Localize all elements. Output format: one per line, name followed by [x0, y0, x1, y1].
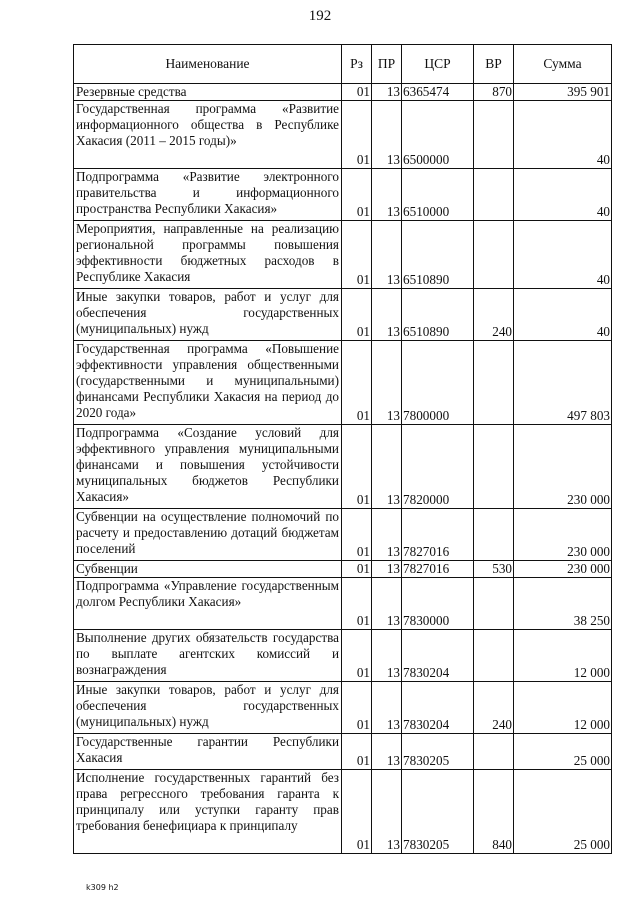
row-pr: 13 [372, 630, 402, 682]
row-pr: 13 [372, 221, 402, 289]
row-sum: 40 [514, 289, 612, 341]
row-vr [474, 630, 514, 682]
row-sum: 38 250 [514, 578, 612, 630]
row-sum: 230 000 [514, 509, 612, 561]
row-name: Выполнение других обязательств государства по выплате агентских комиссий и вознаграждения [74, 630, 342, 682]
row-rz: 01 [342, 169, 372, 221]
row-pr: 13 [372, 578, 402, 630]
row-pr: 13 [372, 509, 402, 561]
row-csr: 6500000 [402, 101, 474, 169]
row-rz: 01 [342, 509, 372, 561]
row-csr: 7827016 [402, 509, 474, 561]
row-vr: 240 [474, 289, 514, 341]
table-header-row [74, 45, 612, 84]
row-sum: 40 [514, 101, 612, 169]
row-rz: 01 [342, 289, 372, 341]
row-csr: 7830205 [402, 770, 474, 854]
row-vr [474, 101, 514, 169]
row-rz: 01 [342, 221, 372, 289]
row-name: Государственная программа «Развитие информационного общества в Республике Хакасия (2011 – 2015 годы)» [74, 101, 342, 169]
row-csr: 6510890 [402, 289, 474, 341]
header-name: Наименование [74, 45, 342, 84]
row-csr: 6510000 [402, 169, 474, 221]
row-sum: 230 000 [514, 561, 612, 578]
table-row [74, 169, 612, 221]
row-csr: 7830204 [402, 682, 474, 734]
row-name: Государственные гарантии Республики Хакасия [74, 734, 342, 770]
row-csr: 7830000 [402, 578, 474, 630]
header-vr: ВР [474, 45, 514, 84]
row-name: Подпрограмма «Управление государственным долгом Республики Хакасия» [74, 578, 342, 630]
table-row [74, 289, 612, 341]
row-vr [474, 578, 514, 630]
row-rz: 01 [342, 734, 372, 770]
table-row [74, 561, 612, 578]
row-name: Подпрограмма «Развитие электронного правительства и информационного пространства Республики Хакасия» [74, 169, 342, 221]
row-vr [474, 169, 514, 221]
table-row [74, 101, 612, 169]
row-pr: 13 [372, 289, 402, 341]
row-vr: 870 [474, 84, 514, 101]
row-name: Резервные средства [74, 84, 342, 101]
row-sum: 12 000 [514, 682, 612, 734]
row-pr: 13 [372, 425, 402, 509]
row-rz: 01 [342, 561, 372, 578]
row-vr [474, 734, 514, 770]
row-csr: 6510890 [402, 221, 474, 289]
row-sum: 395 901 [514, 84, 612, 101]
row-name: Мероприятия, направленные на реализацию региональной программы повышения эффективности бюджетных расходов в Республике Хакасия [74, 221, 342, 289]
row-vr: 240 [474, 682, 514, 734]
row-name: Иные закупки товаров, работ и услуг для обеспечения государственных (муниципальных) нужд [74, 682, 342, 734]
footer-code: k309 h2 [86, 883, 119, 892]
row-name: Субвенции [74, 561, 342, 578]
row-vr: 840 [474, 770, 514, 854]
row-sum: 40 [514, 169, 612, 221]
header-pr: ПР [372, 45, 402, 84]
row-pr: 13 [372, 84, 402, 101]
row-pr: 13 [372, 734, 402, 770]
row-pr: 13 [372, 561, 402, 578]
table-row [74, 221, 612, 289]
table-row [74, 770, 612, 854]
row-name: Государственная программа «Повышение эффективности управления общественными (государственными и муниципальными) финансами Республики Хакасия на период до 2020 года» [74, 341, 342, 425]
row-pr: 13 [372, 682, 402, 734]
row-name: Подпрограмма «Создание условий для эффективного управления муниципальными финансами и повышения устойчивости муниципальных бюджетов Республики Хакасия» [74, 425, 342, 509]
row-sum: 25 000 [514, 734, 612, 770]
row-pr: 13 [372, 169, 402, 221]
row-rz: 01 [342, 578, 372, 630]
row-name: Субвенции на осуществление полномочий по расчету и предоставлению дотаций бюджетам поселений [74, 509, 342, 561]
row-csr: 7827016 [402, 561, 474, 578]
table-row [74, 341, 612, 425]
header-sum: Сумма [514, 45, 612, 84]
table-row [74, 630, 612, 682]
table-row [74, 734, 612, 770]
row-name: Иные закупки товаров, работ и услуг для обеспечения государственных (муниципальных) нужд [74, 289, 342, 341]
table-row [74, 509, 612, 561]
row-vr: 530 [474, 561, 514, 578]
row-pr: 13 [372, 341, 402, 425]
header-rz: Рз [342, 45, 372, 84]
table-row [74, 425, 612, 509]
table-row [74, 84, 612, 101]
row-vr [474, 341, 514, 425]
row-rz: 01 [342, 682, 372, 734]
row-name: Исполнение государственных гарантий без права регрессного требования гаранта к принципалу или уступки гаранту прав требования бенефициара к принципалу [74, 770, 342, 854]
row-csr: 6365474 [402, 84, 474, 101]
row-sum: 497 803 [514, 341, 612, 425]
budget-table [73, 44, 612, 854]
row-csr: 7830204 [402, 630, 474, 682]
row-sum: 230 000 [514, 425, 612, 509]
row-pr: 13 [372, 101, 402, 169]
row-sum: 25 000 [514, 770, 612, 854]
row-csr: 7800000 [402, 341, 474, 425]
row-vr [474, 221, 514, 289]
row-sum: 12 000 [514, 630, 612, 682]
row-pr: 13 [372, 770, 402, 854]
row-rz: 01 [342, 341, 372, 425]
row-csr: 7830205 [402, 734, 474, 770]
table-row [74, 682, 612, 734]
page-number: 192 [308, 8, 332, 24]
row-rz: 01 [342, 770, 372, 854]
row-sum: 40 [514, 221, 612, 289]
row-vr [474, 425, 514, 509]
header-csr: ЦСР [402, 45, 474, 84]
row-rz: 01 [342, 425, 372, 509]
row-csr: 7820000 [402, 425, 474, 509]
row-rz: 01 [342, 84, 372, 101]
row-rz: 01 [342, 101, 372, 169]
row-vr [474, 509, 514, 561]
table-row [74, 578, 612, 630]
row-rz: 01 [342, 630, 372, 682]
